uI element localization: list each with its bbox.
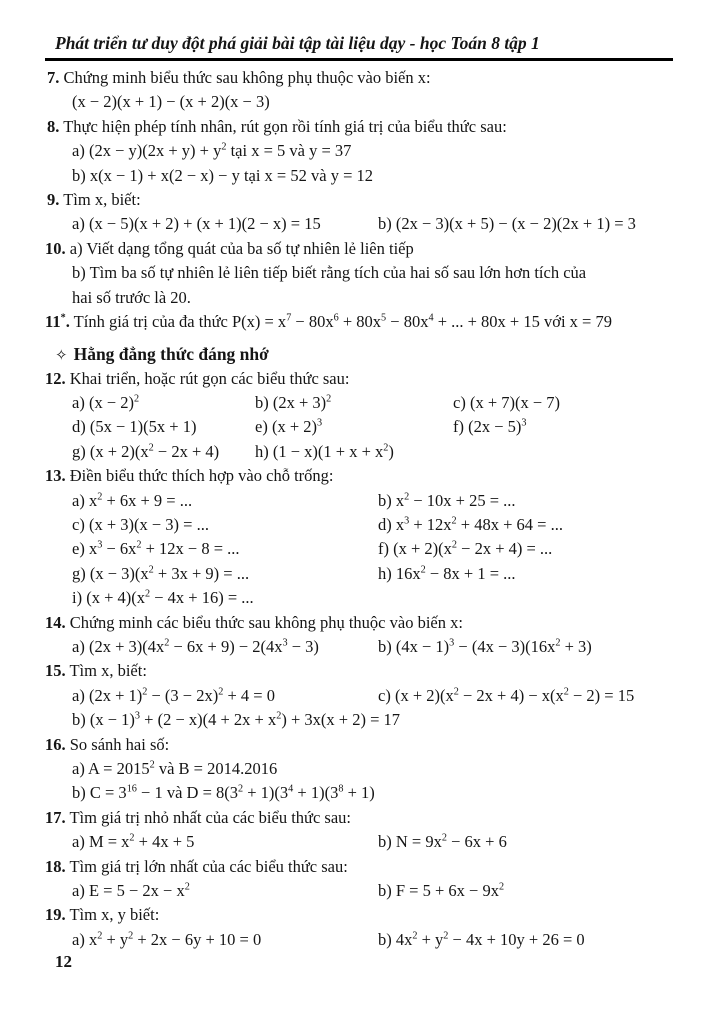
content-row xyxy=(0,537,718,561)
exercise-text: a) $(2x - y)(2x + y) + y^2$ tại x = 5 và y = 37 xyxy=(72,141,352,161)
exercise-list xyxy=(0,66,718,952)
content-row xyxy=(0,733,718,757)
exercise-text: b) $(2x + 3)^2$ xyxy=(255,393,332,413)
exercise-text: b) x(x − 1) + x(2 − x) − y tại x = 52 và y = 12 xyxy=(72,165,373,185)
content-row xyxy=(0,830,718,854)
exercise-text: b) $(4x - 1)^3 - (4x - 3)(16x^2 + 3)$ xyxy=(378,636,592,656)
exercise-text: c) (x + 3)(x − 3) = ... xyxy=(72,515,209,535)
exercise-text: h) $16x^2 - 8x + 1$ = ... xyxy=(378,563,516,583)
content-row xyxy=(0,781,718,805)
content-row xyxy=(0,440,718,464)
content-row xyxy=(0,562,718,586)
exercise-text: b) $4x^2 + y^2 - 4x + 10y + 26 = 0$ xyxy=(378,929,585,949)
content-row xyxy=(0,684,718,708)
exercise-text: b) $x^2 - 10x + 25$ = ... xyxy=(378,490,516,510)
exercise-text: 18. Tìm giá trị lớn nhất của các biểu thức sau: xyxy=(45,856,348,876)
content-row xyxy=(0,879,718,903)
exercise-text: 16. So sánh hai số: xyxy=(45,734,170,754)
content-row xyxy=(0,286,718,310)
content-row xyxy=(0,489,718,513)
exercise-text: c) (x + 7)(x − 7) xyxy=(453,393,561,413)
content-row xyxy=(0,464,718,488)
content-row xyxy=(0,66,718,90)
content-row xyxy=(0,659,718,683)
exercise-text: a) $x^2 + y^2 + 2x - 6y + 10 = 0$ xyxy=(72,929,262,949)
page-number: 12 xyxy=(55,952,72,971)
content-row xyxy=(0,806,718,830)
exercise-text: b) $(x - 1)^3 + (2 - x)(4 + 2x + x^2) + 3x(x + 2) = 17$ xyxy=(72,710,401,730)
exercise-text: hai số trước là 20. xyxy=(72,287,191,307)
content-row xyxy=(0,115,718,139)
content-row xyxy=(0,212,718,236)
exercise-text: f) $(x + 2)(x^2 - 2x + 4)$ = ... xyxy=(378,539,553,559)
content-row xyxy=(0,611,718,635)
content-row xyxy=(0,415,718,439)
section-title: Hằng đẳng thức đáng nhớ xyxy=(73,344,269,365)
content-row xyxy=(0,261,718,285)
exercise-text: b) $F = 5 + 6x - 9x^2$ xyxy=(378,880,505,900)
exercise-text: b) $N = 9x^2 - 6x + 6$ xyxy=(378,832,507,852)
exercise-text: 8. Thực hiện phép tính nhân, rút gọn rồi tính giá trị của biểu thức sau: xyxy=(47,116,507,136)
exercise-text: 14. Chứng minh các biểu thức sau không phụ thuộc vào biến x: xyxy=(45,612,463,632)
exercise-text: 17. Tìm giá trị nhỏ nhất của các biểu thức sau: xyxy=(45,807,352,827)
exercise-text: 9. Tìm x, biết: xyxy=(47,189,141,209)
exercise-text: b) $C = 3^{16} - 1$ và $D = 8(3^2 + 1)(3^4 + 1)(3^8 + 1)$ xyxy=(72,783,375,803)
exercise-text: a) $A = 2015^2$ và B = 2014.2016 xyxy=(72,758,278,778)
content-row xyxy=(0,635,718,659)
exercise-text: g) $(x - 3)(x^2 + 3x + 9)$ = ... xyxy=(72,563,250,583)
exercise-text: e) $(x + 2)^3$ xyxy=(255,417,323,437)
exercise-text: f) $(2x - 5)^3$ xyxy=(453,417,527,437)
exercise-text: (x − 2)(x + 1) − (x + 2)(x − 3) xyxy=(72,92,270,112)
content-row xyxy=(0,513,718,537)
content-row xyxy=(0,90,718,114)
exercise-text: a) $E = 5 - 2x - x^2$ xyxy=(72,880,190,900)
exercise-text: 11*. Tính giá trị của đa thức $P(x) = x^7 - 80x^6 + 80x^5 - 80x^4$ + ... + 80x + 15 với x = 79 xyxy=(45,311,612,331)
content-row xyxy=(0,310,718,334)
content-row xyxy=(0,391,718,415)
page-header xyxy=(45,30,673,61)
exercise-text: a) (x − 5)(x + 2) + (x + 1)(2 − x) = 15 xyxy=(72,214,321,234)
content-row xyxy=(0,708,718,732)
section-heading xyxy=(0,342,718,366)
content-row xyxy=(0,586,718,610)
content-row xyxy=(0,367,718,391)
exercise-text: a) $M = x^2 + 4x + 5$ xyxy=(72,832,195,852)
header-title: Phát triển tư duy đột phá giải bài tập tài liệu dạy - học Toán 8 tập 1 xyxy=(55,33,540,53)
exercise-text: 10. a) Viết dạng tổng quát của ba số tự nhiên lẻ liên tiếp xyxy=(45,238,414,258)
exercise-text: e) $x^3 - 6x^2 + 12x - 8$ = ... xyxy=(72,539,240,559)
content-row xyxy=(0,903,718,927)
exercise-text: a) $x^2 + 6x + 9$ = ... xyxy=(72,490,193,510)
exercise-text: b) Tìm ba số tự nhiên lẻ liên tiếp biết rằng tích của hai số sau lớn hơn tích của xyxy=(72,263,587,283)
content-row xyxy=(0,237,718,261)
content-row xyxy=(0,928,718,952)
exercise-text: c) $(x + 2)(x^2 - 2x + 4) - x(x^2 - 2) = 15$ xyxy=(378,685,635,705)
exercise-text: 12. Khai triển, hoặc rút gọn các biểu thức sau: xyxy=(45,368,350,388)
exercise-text: d) $x^3 + 12x^2 + 48x + 64$ = ... xyxy=(378,515,563,535)
exercise-text: 7. Chứng minh biểu thức sau không phụ thuộc vào biến x: xyxy=(47,68,431,87)
exercise-text: d) (5x − 1)(5x + 1) xyxy=(72,417,197,437)
header-rule xyxy=(45,58,673,61)
exercise-text: 19. Tìm x, y biết: xyxy=(45,905,160,925)
exercise-text: a) $(2x + 3)(4x^2 - 6x + 9) - 2(4x^3 - 3)$ xyxy=(72,636,319,656)
exercise-text: a) $(x - 2)^2$ xyxy=(72,393,140,413)
exercise-text: 13. Điền biểu thức thích hợp vào chỗ trống: xyxy=(45,466,334,486)
exercise-text: a) $(2x + 1)^2 - (3 - 2x)^2 + 4 = 0$ xyxy=(72,685,275,705)
content-row xyxy=(0,757,718,781)
exercise-text: h) $(1 - x)(1 + x + x^2)$ xyxy=(255,441,394,461)
diamond-star-icon: ✧ xyxy=(55,346,68,365)
content-row xyxy=(0,164,718,188)
exercise-text: b) (2x − 3)(x + 5) − (x − 2)(2x + 1) = 3 xyxy=(378,214,636,234)
content-row xyxy=(0,188,718,212)
content-row xyxy=(0,139,718,163)
exercise-text: 15. Tìm x, biết: xyxy=(45,661,147,681)
content-row xyxy=(0,855,718,879)
exercise-text: g) $(x + 2)(x^2 - 2x + 4)$ xyxy=(72,441,220,461)
exercise-text: i) $(x + 4)(x^2 - 4x + 16)$ = ... xyxy=(72,588,254,608)
